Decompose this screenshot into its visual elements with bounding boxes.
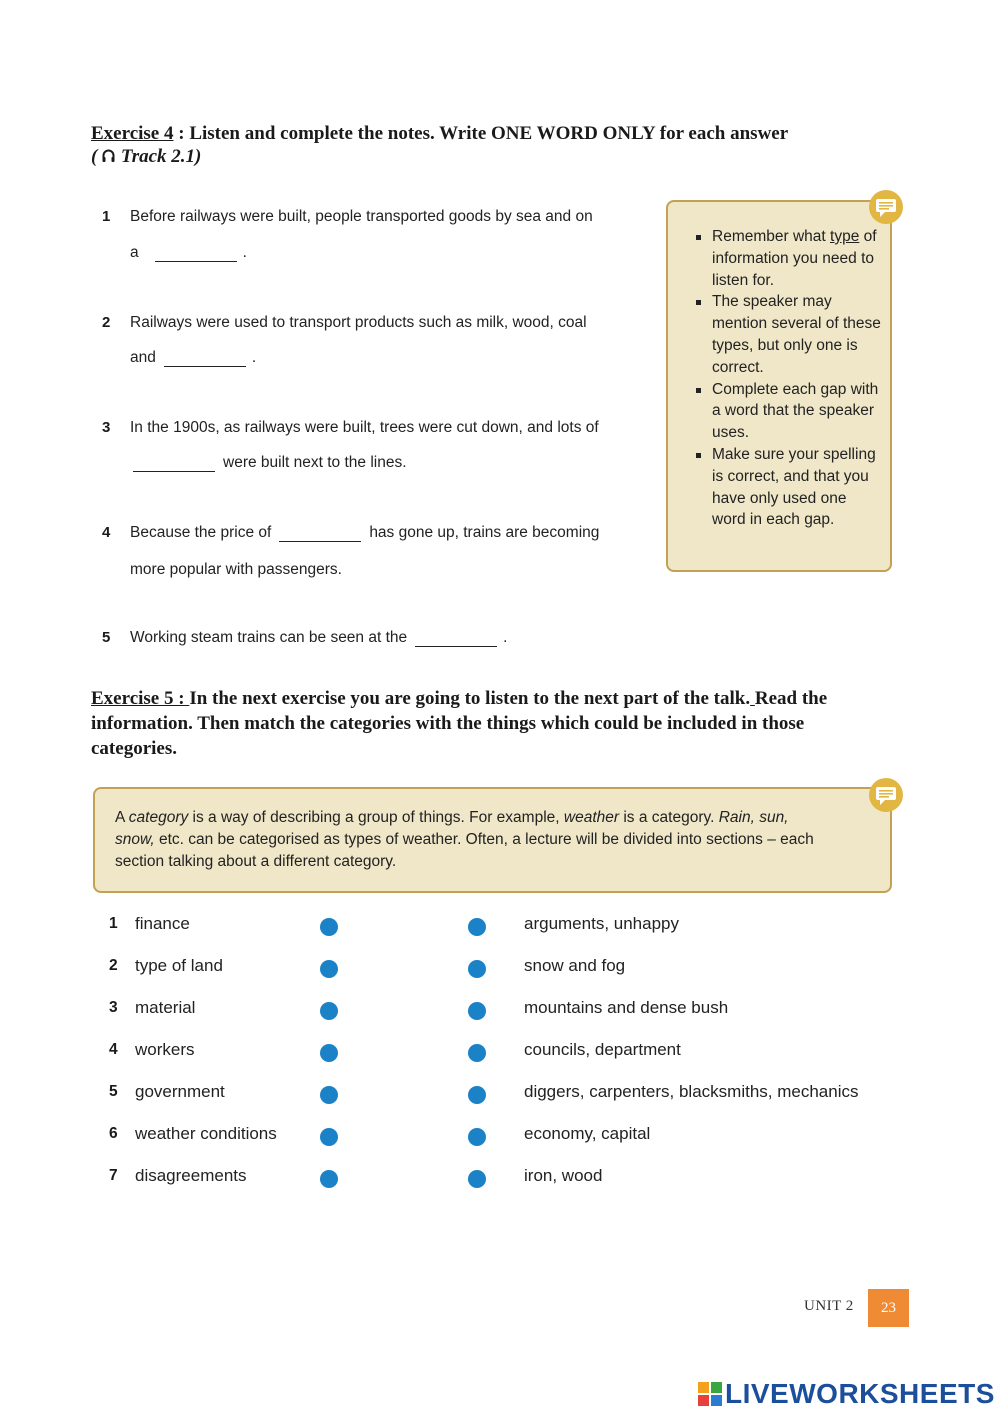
example-label: councils, department <box>524 1040 681 1059</box>
match-number: 5 <box>109 1083 118 1100</box>
example-label: diggers, carpenters, blacksmiths, mechanics <box>524 1082 859 1101</box>
match-number: 4 <box>109 1041 118 1058</box>
example-label: snow and fog <box>524 956 626 975</box>
question-number: 3 <box>102 419 111 436</box>
answer-2-input[interactable] <box>164 350 246 367</box>
exercise4-instruction: : Listen and complete the notes. Write ONE WORD ONLY for each answer <box>178 123 789 144</box>
right-match-dot[interactable] <box>468 960 486 978</box>
right-match-dot[interactable] <box>468 918 486 936</box>
answer-1-input[interactable] <box>155 245 237 262</box>
answer-5-input[interactable] <box>415 630 497 647</box>
category-label: finance <box>135 914 190 933</box>
question-text: Before railways were built, people transported goods by sea and on <box>130 208 593 225</box>
left-match-dot[interactable] <box>320 1044 338 1062</box>
tips-list <box>668 202 890 531</box>
match-row <box>0 913 1000 943</box>
question-5-line1: Working steam trains can be seen at the . <box>130 629 508 646</box>
right-match-dot[interactable] <box>468 1128 486 1146</box>
category-label: weather conditions <box>135 1124 277 1143</box>
tip-item: The speaker may mention several of these types, but only one is correct. <box>712 291 882 378</box>
match-row <box>0 955 1000 985</box>
question-text: Railways were used to transport products such as milk, wood, coal <box>130 314 587 331</box>
match-number: 7 <box>109 1167 118 1184</box>
match-number: 6 <box>109 1125 118 1142</box>
match-row <box>0 1123 1000 1153</box>
question-3-line2: were built next to the lines. <box>133 454 407 472</box>
exercise5-label: Exercise 5 : <box>91 688 185 709</box>
liveworksheets-wordmark: LIVEWORKSHEETS <box>725 1378 995 1409</box>
left-match-dot[interactable] <box>320 1170 338 1188</box>
speech-bubble-icon <box>869 190 903 224</box>
left-match-dot[interactable] <box>320 960 338 978</box>
question-number: 1 <box>102 208 111 225</box>
match-number: 2 <box>109 957 118 974</box>
right-match-dot[interactable] <box>468 1044 486 1062</box>
question-4-line1: Because the price of has gone up, trains are becoming <box>130 524 600 541</box>
tip-item: Make sure your spelling is correct, and that you have only used one word in each gap. <box>712 444 882 531</box>
question-1-line2: a . <box>130 244 247 261</box>
match-row <box>0 1081 1000 1111</box>
track-reference: ( Track 2.1) <box>91 146 202 167</box>
page-number: 23 <box>868 1289 909 1327</box>
match-row <box>0 997 1000 1027</box>
exercise5-heading: Exercise 5 : In the next exercise you are going to listen to the next part of the talk. Read the information. Then match the categories with the things which could be included in those categories. <box>91 688 828 759</box>
match-row <box>0 1039 1000 1069</box>
question-number: 2 <box>102 314 111 331</box>
left-match-dot[interactable] <box>320 1128 338 1146</box>
right-match-dot[interactable] <box>468 1170 486 1188</box>
right-match-dot[interactable] <box>468 1002 486 1020</box>
category-label: government <box>135 1082 225 1101</box>
example-label: mountains and dense bush <box>524 998 729 1017</box>
left-match-dot[interactable] <box>320 918 338 936</box>
unit-label: UNIT 2 <box>804 1298 854 1314</box>
question-text: In the 1900s, as railways were built, trees were cut down, and lots of <box>130 419 599 436</box>
question-number: 4 <box>102 524 111 541</box>
example-label: economy, capital <box>524 1124 651 1143</box>
example-label: iron, wood <box>524 1166 603 1185</box>
left-match-dot[interactable] <box>320 1002 338 1020</box>
headphones-icon <box>102 147 116 169</box>
tip-item: Remember what type of information you need to listen for. <box>712 226 882 291</box>
answer-4-input[interactable] <box>279 525 361 542</box>
category-label: material <box>135 998 196 1017</box>
tip-item: Complete each gap with a word that the speaker uses. <box>712 379 882 444</box>
match-number: 3 <box>109 999 118 1016</box>
category-label: type of land <box>135 956 223 975</box>
right-match-dot[interactable] <box>468 1086 486 1104</box>
liveworksheets-logo <box>698 1378 995 1410</box>
example-label: arguments, unhappy <box>524 914 679 933</box>
answer-3-input[interactable] <box>133 455 215 472</box>
tips-box <box>666 200 892 572</box>
match-number: 1 <box>109 915 118 932</box>
question-number: 5 <box>102 629 111 646</box>
category-info-box: A category is a way of describing a group of things. For example, weather is a category. Rain, sun, snow, etc. can be categorised as types of weather. Often, a lecture will be divided into sections – each section talking about a different category. <box>93 787 892 893</box>
question-text: more popular with passengers. <box>130 561 342 578</box>
category-label: disagreements <box>135 1166 247 1185</box>
left-match-dot[interactable] <box>320 1086 338 1104</box>
exercise4-heading <box>91 121 891 146</box>
exercise4-label: Exercise 4 <box>91 123 174 144</box>
liveworksheets-icon <box>698 1382 722 1406</box>
speech-bubble-icon <box>869 778 903 812</box>
match-row <box>0 1165 1000 1195</box>
question-2-line2: and . <box>130 349 257 366</box>
category-label: workers <box>135 1040 195 1059</box>
